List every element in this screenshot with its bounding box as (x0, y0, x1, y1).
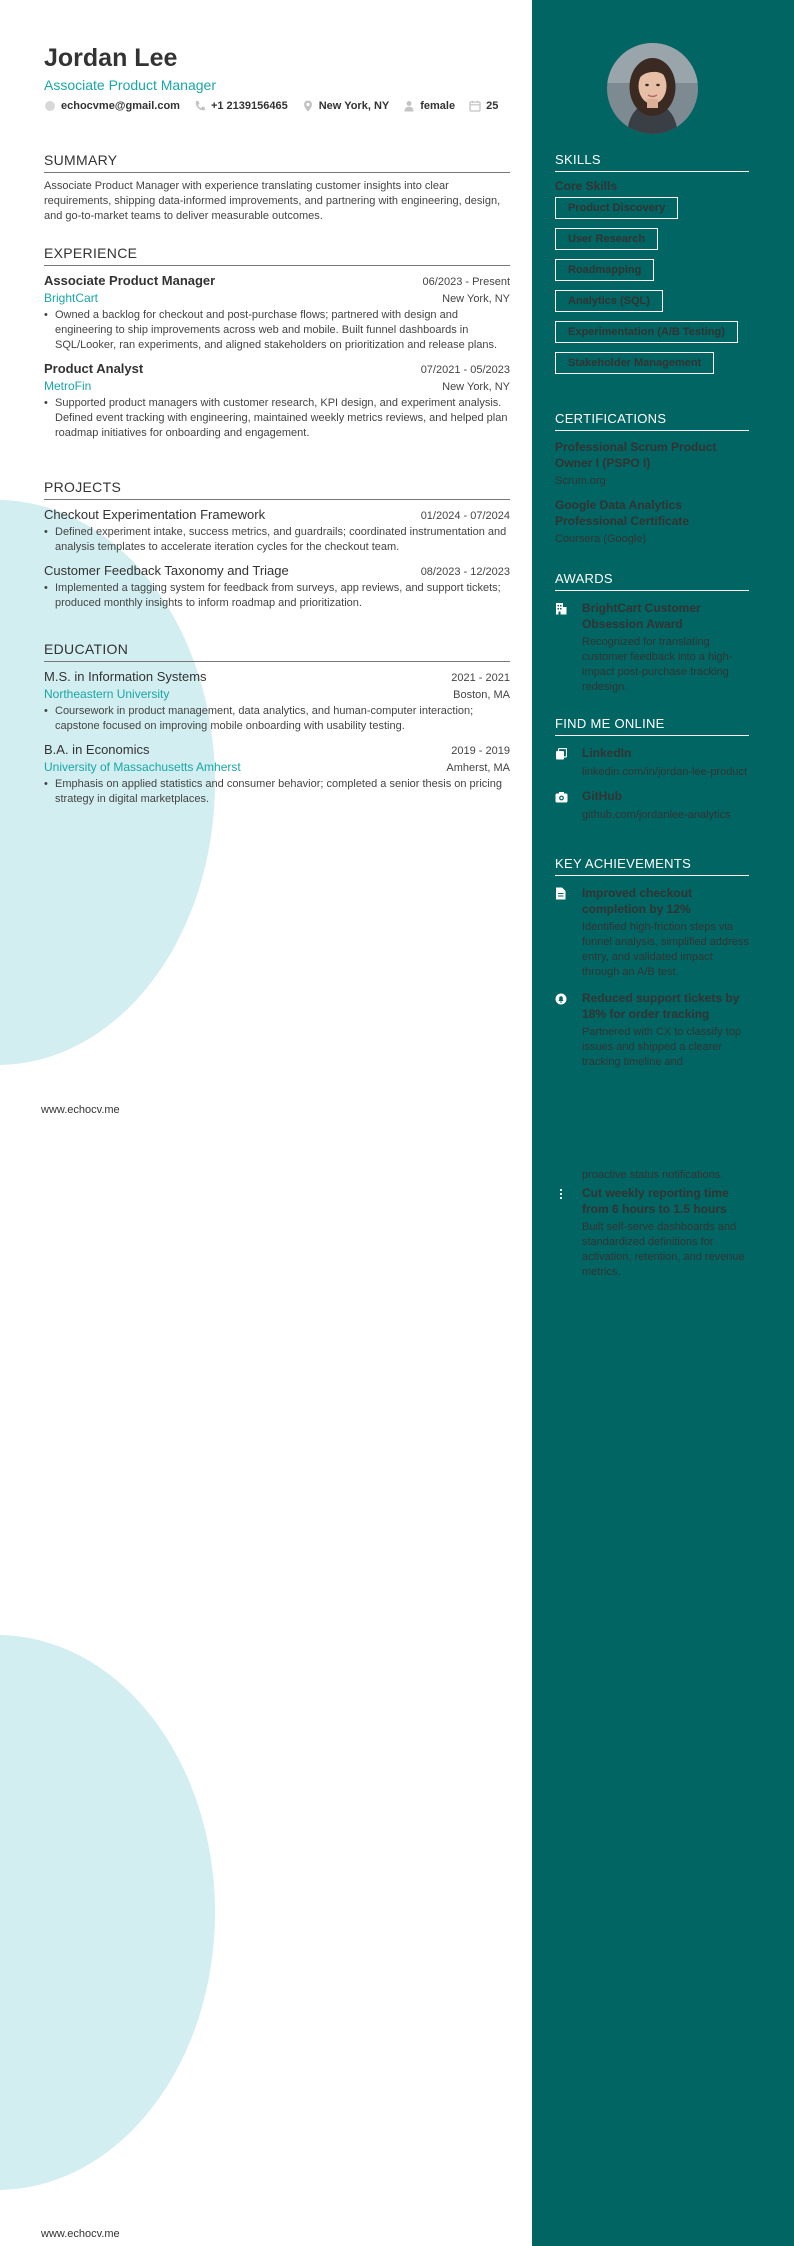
footer-url[interactable]: www.echocv.me (41, 1104, 120, 1116)
award-name: BrightCart Customer Obsession Award (582, 601, 701, 631)
education-bullet: • Coursework in product management, data analytics, and human-computer interaction; capstone focused on improving mobile onboarding with usability testing. (55, 704, 510, 734)
certification-issuer: Scrum.org (555, 475, 606, 487)
education-school: University of Massachusetts Amherst (44, 760, 241, 774)
online-section (555, 716, 749, 823)
phone-text: +1 2139156465 (210, 100, 288, 112)
achievement-item (555, 1185, 749, 1280)
achievements-section-continued (555, 1185, 749, 1280)
achievement-description: Identified high-friction steps via funnel analysis, simplified address entry, and validated impact through an A/B test. (582, 921, 749, 978)
summary-text: Associate Product Manager with experience translating customer insights into clear requirements, shipping data-informed improvements, and partnering with engineering, design, and go-to-market teams to deliver measurable outcomes. (44, 180, 501, 222)
footer-url[interactable]: www.echocv.me (41, 2228, 120, 2240)
achievement-item (555, 990, 749, 1070)
experience-entry (44, 361, 510, 441)
achievements-heading: KEY ACHIEVEMENTS (555, 856, 749, 876)
education-heading: EDUCATION (44, 641, 510, 662)
project-date: 01/2024 - 07/2024 (420, 510, 510, 522)
projects-heading: PROJECTS (44, 479, 510, 500)
skill-tag: User Research (555, 228, 658, 250)
achievements-section (555, 856, 749, 1070)
summary-section (44, 152, 510, 224)
online-item-github[interactable] (555, 788, 749, 823)
online-url[interactable]: github.com/jordanlee-analytics (582, 809, 731, 821)
skill-tag: Product Discovery (555, 197, 678, 219)
education-location: Amherst, MA (446, 762, 510, 774)
certification-name: Professional Scrum Product Owner I (PSPO I) (555, 440, 717, 470)
education-date: 2021 - 2021 (451, 672, 510, 684)
online-url[interactable]: linkedin.com/in/jordan-lee-product (582, 766, 748, 778)
skills-section (555, 152, 749, 374)
gender-text: female (420, 100, 456, 112)
email-icon (44, 100, 56, 112)
certification-issuer: Coursera (Google) (555, 533, 647, 545)
candidate-name: Jordan Lee (44, 44, 178, 72)
achievement-item (555, 885, 749, 980)
skills-heading: SKILLS (555, 152, 749, 172)
certifications-section (555, 411, 749, 545)
online-heading: FIND ME ONLINE (555, 716, 749, 736)
achievement-description: Partnered with CX to classify top issues and shipped a clearer tracking timeline and (582, 1026, 741, 1068)
project-date: 08/2023 - 12/2023 (420, 566, 510, 578)
education-entry (44, 742, 510, 807)
skill-tag: Stakeholder Management (555, 352, 714, 374)
project-name: Checkout Experimentation Framework (44, 507, 266, 522)
experience-date: 06/2023 - Present (422, 276, 510, 288)
certification-name: Google Data Analytics Professional Certificate (555, 498, 690, 528)
experience-date: 07/2021 - 05/2023 (420, 364, 510, 376)
experience-bullet: • Supported product managers with customer research, KPI design, and experiment analysis. Defined event tracking with engineering, maintained weekly metrics reviews, and helped plan roadmap initiatives for onboarding and engagement. (55, 396, 510, 441)
experience-location: New York, NY (442, 381, 510, 393)
awards-heading: AWARDS (555, 571, 749, 591)
achievement-title: Improved checkout completion by 12% (582, 886, 693, 916)
education-date: 2019 - 2019 (451, 745, 510, 757)
linkedin-icon (555, 748, 567, 760)
contact-location (302, 100, 390, 112)
dots-icon (555, 1187, 567, 1201)
decorative-circle-bottom (0, 1635, 215, 2190)
education-degree: M.S. in Information Systems (44, 669, 207, 684)
projects-section (44, 479, 510, 611)
awards-section (555, 571, 749, 695)
phone-icon (194, 100, 206, 112)
education-entry (44, 669, 510, 734)
contact-gender (403, 100, 455, 112)
education-school: Northeastern University (44, 687, 170, 701)
experience-company: BrightCart (44, 291, 99, 305)
education-bullet: • Emphasis on applied statistics and consumer behavior; completed a senior thesis on pricing strategy in digital marketplaces. (55, 777, 510, 807)
skills-group-title: Core Skills (555, 179, 618, 193)
online-label: LinkedIn (582, 746, 632, 760)
experience-section (44, 245, 510, 441)
project-name: Customer Feedback Taxonomy and Triage (44, 563, 289, 578)
skill-tag: Experimentation (A/B Testing) (555, 321, 738, 343)
experience-location: New York, NY (442, 293, 510, 305)
award-item (555, 600, 749, 695)
summary-heading: SUMMARY (44, 152, 510, 173)
contact-bar (44, 100, 512, 112)
building-icon (555, 602, 567, 615)
calendar-icon (469, 100, 481, 112)
person-icon (403, 100, 415, 112)
avatar (607, 43, 698, 134)
skill-tag: Analytics (SQL) (555, 290, 663, 312)
candidate-job-title: Associate Product Manager (44, 77, 216, 93)
skill-tag: Roadmapping (555, 259, 654, 281)
experience-role: Product Analyst (44, 361, 144, 376)
camera-icon (555, 791, 568, 803)
project-entry (44, 563, 510, 611)
experience-role: Associate Product Manager (44, 273, 216, 288)
education-degree: B.A. in Economics (44, 742, 150, 757)
experience-entry (44, 273, 510, 353)
online-label: GitHub (582, 789, 622, 803)
location-pin-icon (302, 100, 314, 112)
project-bullet: • Defined experiment intake, success metrics, and guardrails; coordinated instrumentation and analysis templates to accelerate iteration cycles for the checkout team. (55, 525, 510, 555)
contact-phone[interactable] (194, 100, 288, 112)
experience-heading: EXPERIENCE (44, 245, 510, 266)
age-text: 25 (486, 100, 499, 112)
achievement-description-continued: proactive status notifications. (582, 1169, 724, 1181)
contact-email[interactable] (44, 100, 180, 112)
achievement-continuation (555, 1165, 749, 1183)
education-section (44, 641, 510, 807)
achievement-title: Cut weekly reporting time from 6 hours to 1.5 hours (582, 1186, 729, 1216)
location-text: New York, NY (318, 100, 390, 112)
project-bullet: • Implemented a tagging system for feedback from surveys, app reviews, and support tickets; produced monthly insights to inform roadmap and prioritization. (55, 581, 510, 611)
document-icon (555, 887, 566, 900)
contact-age (469, 100, 498, 112)
bell-icon (555, 993, 567, 1005)
certifications-heading: CERTIFICATIONS (555, 411, 749, 431)
email-text: echocvme@gmail.com (61, 100, 180, 112)
experience-bullet: • Owned a backlog for checkout and post-purchase flows; partnered with design and engineering to ship improvements across web and mobile. Built funnel dashboards in SQL/Looker, ran experiments, and aligned stakeholders on prioritization and release plans. (55, 308, 510, 353)
education-location: Boston, MA (453, 689, 510, 701)
project-entry (44, 507, 510, 555)
online-item-linkedin[interactable] (555, 745, 749, 780)
achievement-title: Reduced support tickets by 18% for order tracking (582, 991, 740, 1021)
achievement-description: Built self-serve dashboards and standardized definitions for activation, retention, and revenue metrics. (582, 1221, 745, 1278)
experience-company: MetroFin (44, 379, 92, 393)
award-description: Recognized for translating customer feedback into a high-impact post-purchase tracking redesign. (582, 636, 733, 693)
